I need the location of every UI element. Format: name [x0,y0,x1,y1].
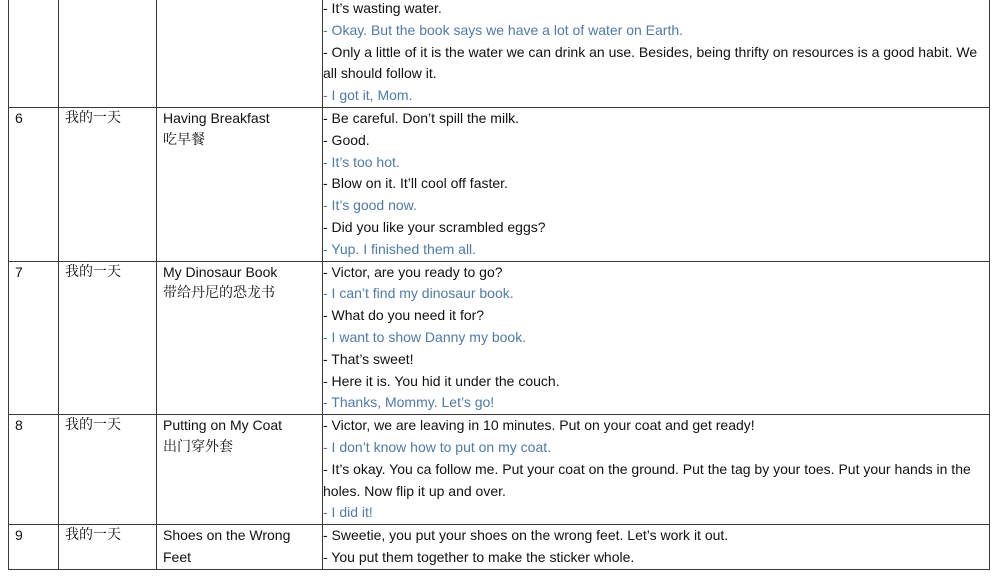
table-row [9,0,990,107]
dialogue-cell [323,525,990,570]
lesson-number-cell [9,107,59,261]
dialogue-line-parent: - Be careful. Don’t spill the milk. [323,109,520,126]
lesson-title-cn: 出门穿外套 [163,438,233,455]
lesson-table-body [9,0,990,569]
dialogue-line-parent: - Good. [323,131,370,148]
table-row [9,525,990,570]
unit-name: 我的一天 [65,527,121,544]
lesson-title-en: My Dinosaur Book [163,263,278,280]
dialogue-line-child: - It’s good now. [323,197,417,214]
unit-cell [59,107,157,261]
dialogue-line-child: - Yup. I finished them all. [323,240,477,257]
lesson-title-cell [157,525,323,570]
lesson-table [8,0,990,570]
lesson-title-cn: 带给丹尼的恐龙书 [163,285,275,302]
unit-cell [59,261,157,415]
dialogue-line-child: - Thanks, Mommy. Let’s go! [323,394,495,411]
table-row [9,261,990,415]
lesson-number-cell [9,525,59,570]
dialogue-line-child: - I did it! [323,504,373,521]
dialogue-line-parent: - Victor, we are leaving in 10 minutes. Put on your coat and get ready! [323,417,755,434]
lesson-title-cell [157,107,323,261]
dialogue-line-parent: - What do you need it for? [323,307,485,324]
unit-name: 我的一天 [65,109,121,126]
lesson-number: 6 [15,109,23,126]
dialogue-line-parent: - It’s okay. You ca follow me. Put your coat on the ground. Put the tag by your toes. Put your hands in the holes. Now flip it up and over. [323,460,971,499]
lesson-number: 9 [15,527,23,544]
dialogue-line-child: - I got it, Mom. [323,87,413,104]
dialogue-line-parent: - Victor, are you ready to go? [323,263,503,280]
unit-name: 我的一天 [65,263,121,280]
lesson-title-en: Putting on My Coat [163,417,283,434]
lesson-number-cell [9,0,59,107]
dialogue-line-child: - Okay. But the book says we have a lot of water on Earth. [323,21,684,38]
lesson-title-cell [157,261,323,415]
unit-name: 我的一天 [65,417,121,434]
dialogue-line-parent: - It’s wasting water. [323,0,442,16]
lesson-title-cell [157,415,323,525]
lesson-number: 7 [15,263,23,280]
lesson-number-cell [9,415,59,525]
unit-cell [59,415,157,525]
table-row [9,107,990,261]
unit-cell [59,525,157,570]
lesson-title-cell [157,0,323,107]
dialogue-line-parent: - You put them together to make the sticker whole. [323,548,635,565]
dialogue-line-child: - It’s too hot. [323,153,400,170]
dialogue-line-parent: - Sweetie, you put your shoes on the wrong feet. Let’s work it out. [323,527,729,544]
unit-cell [59,0,157,107]
dialogue-line-child: - I don’t know how to put on my coat. [323,438,552,455]
dialogue-line-child: - I can’t find my dinosaur book. [323,285,514,302]
lesson-title-en: Having Breakfast [163,109,270,126]
lesson-number-cell [9,261,59,415]
dialogue-line-parent: - Here it is. You hid it under the couch. [323,372,560,389]
dialogue-cell [323,0,990,107]
lesson-title-cn: 吃早餐 [163,131,205,148]
dialogue-line-parent: - Only a little of it is the water we can drink an use. Besides, being thrifty on resources is a good habit. We all should follow it. [323,43,978,82]
dialogue-line-parent: - Blow on it. It’ll cool off faster. [323,175,508,192]
dialogue-line-child: - I want to show Danny my book. [323,328,527,345]
dialogue-cell [323,107,990,261]
lesson-number: 8 [15,417,23,434]
dialogue-line-parent: - That’s sweet! [323,350,414,367]
dialogue-cell [323,261,990,415]
table-row [9,415,990,525]
lesson-title-en: Shoes on the Wrong Feet [163,527,291,565]
dialogue-line-parent: - Did you like your scrambled eggs? [323,218,546,235]
dialogue-cell [323,415,990,525]
